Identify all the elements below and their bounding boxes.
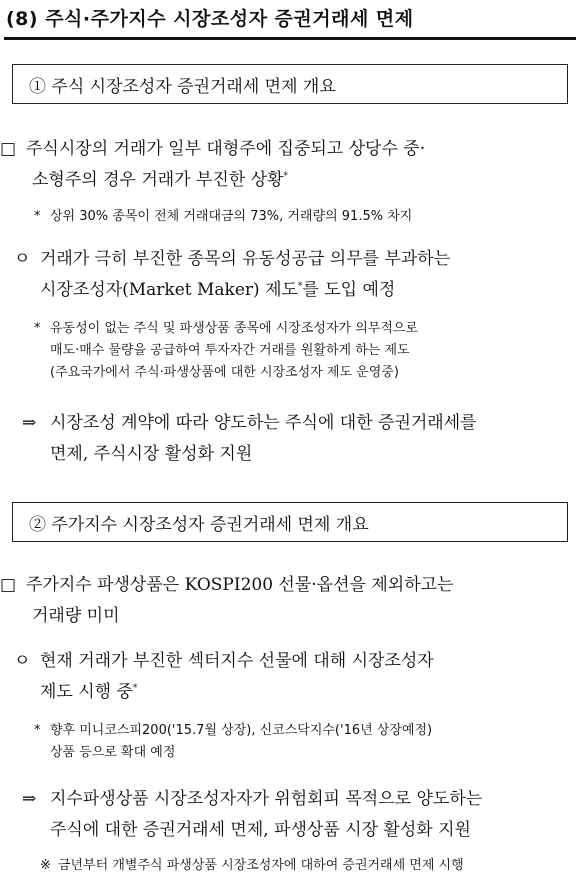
section1-heading-box bbox=[12, 64, 568, 104]
square-bullet-icon: □ bbox=[0, 575, 17, 595]
section1-item-2: ㅇ 거래가 극히 부진한 종목의 유동성공급 의무를 부과하는 시장조성자(Market Maker) 제도*를 도입 예정 bbox=[14, 244, 576, 306]
asterisk-icon: * bbox=[34, 723, 41, 738]
asterisk-icon: * bbox=[34, 321, 41, 336]
section2-heading: ② 주가지수 시장조성자 증권거래세 면제 개요 bbox=[29, 515, 369, 535]
square-bullet-icon: □ bbox=[0, 139, 17, 159]
section2-item-2: ㅇ 현재 거래가 부진한 섹터지수 선물에 대해 시장조성자 제도 시행 중* bbox=[14, 646, 576, 708]
section1-heading: ① 주식 시장조성자 증권거래세 면제 개요 bbox=[29, 77, 336, 97]
section2-heading-box bbox=[12, 502, 568, 542]
asterisk-icon: * bbox=[34, 209, 41, 224]
section2-item-1: □ 주가지수 파생상품은 KOSPI200 선물·옵션을 제외하고는 거래량 미미 bbox=[0, 570, 578, 632]
page-title: (8) 주식·주가지수 시장조성자 증권거래세 면제 bbox=[6, 8, 414, 30]
section1-note-1: * 상위 30% 종목이 전체 거래대금의 73%, 거래량의 91.5% 차지 bbox=[34, 206, 574, 228]
footnote: ※ 금년부터 개별주식 파생상품 시장조성자에 대하여 증권거래세 면제 시행 bbox=[40, 856, 580, 876]
section2-conclusion: ⇒ 지수파생상품 시장조성자자가 위험회피 목적으로 양도하는 주식에 대한 증권거래세 면제, 파생상품 시장 활성화 지원 bbox=[22, 784, 578, 846]
circle-bullet-icon: ㅇ bbox=[14, 651, 31, 671]
section1-conclusion: ⇒ 시장조성 계약에 따라 양도하는 주식에 대한 증권거래세를 면제, 주식시장 활성화 지원 bbox=[22, 408, 578, 470]
circle-bullet-icon: ㅇ bbox=[14, 249, 31, 269]
section1-item-1: □ 주식시장의 거래가 일부 대형주에 집중되고 상당수 중· 소형주의 경우 거래가 부진한 상황* bbox=[0, 134, 578, 196]
section2-note-1: * 향후 미니코스피200('15.7월 상장), 신코스닥지수('16년 상장예정) 상품 등으로 확대 예정 bbox=[34, 720, 574, 764]
implies-arrow-icon: ⇒ bbox=[22, 413, 37, 433]
reference-mark-icon: ※ bbox=[40, 858, 51, 873]
implies-arrow-icon: ⇒ bbox=[22, 789, 37, 809]
title-underline bbox=[4, 37, 576, 40]
section1-note-2: * 유동성이 없는 주식 및 파생상품 종목에 시장조성자가 의무적으로 매도·매수 물량을 공급하여 투자자간 거래를 원활하게 하는 제도 (주요국가에서 주식·파생상품에 대한 시장조성자 제도 운영중) bbox=[34, 318, 574, 384]
